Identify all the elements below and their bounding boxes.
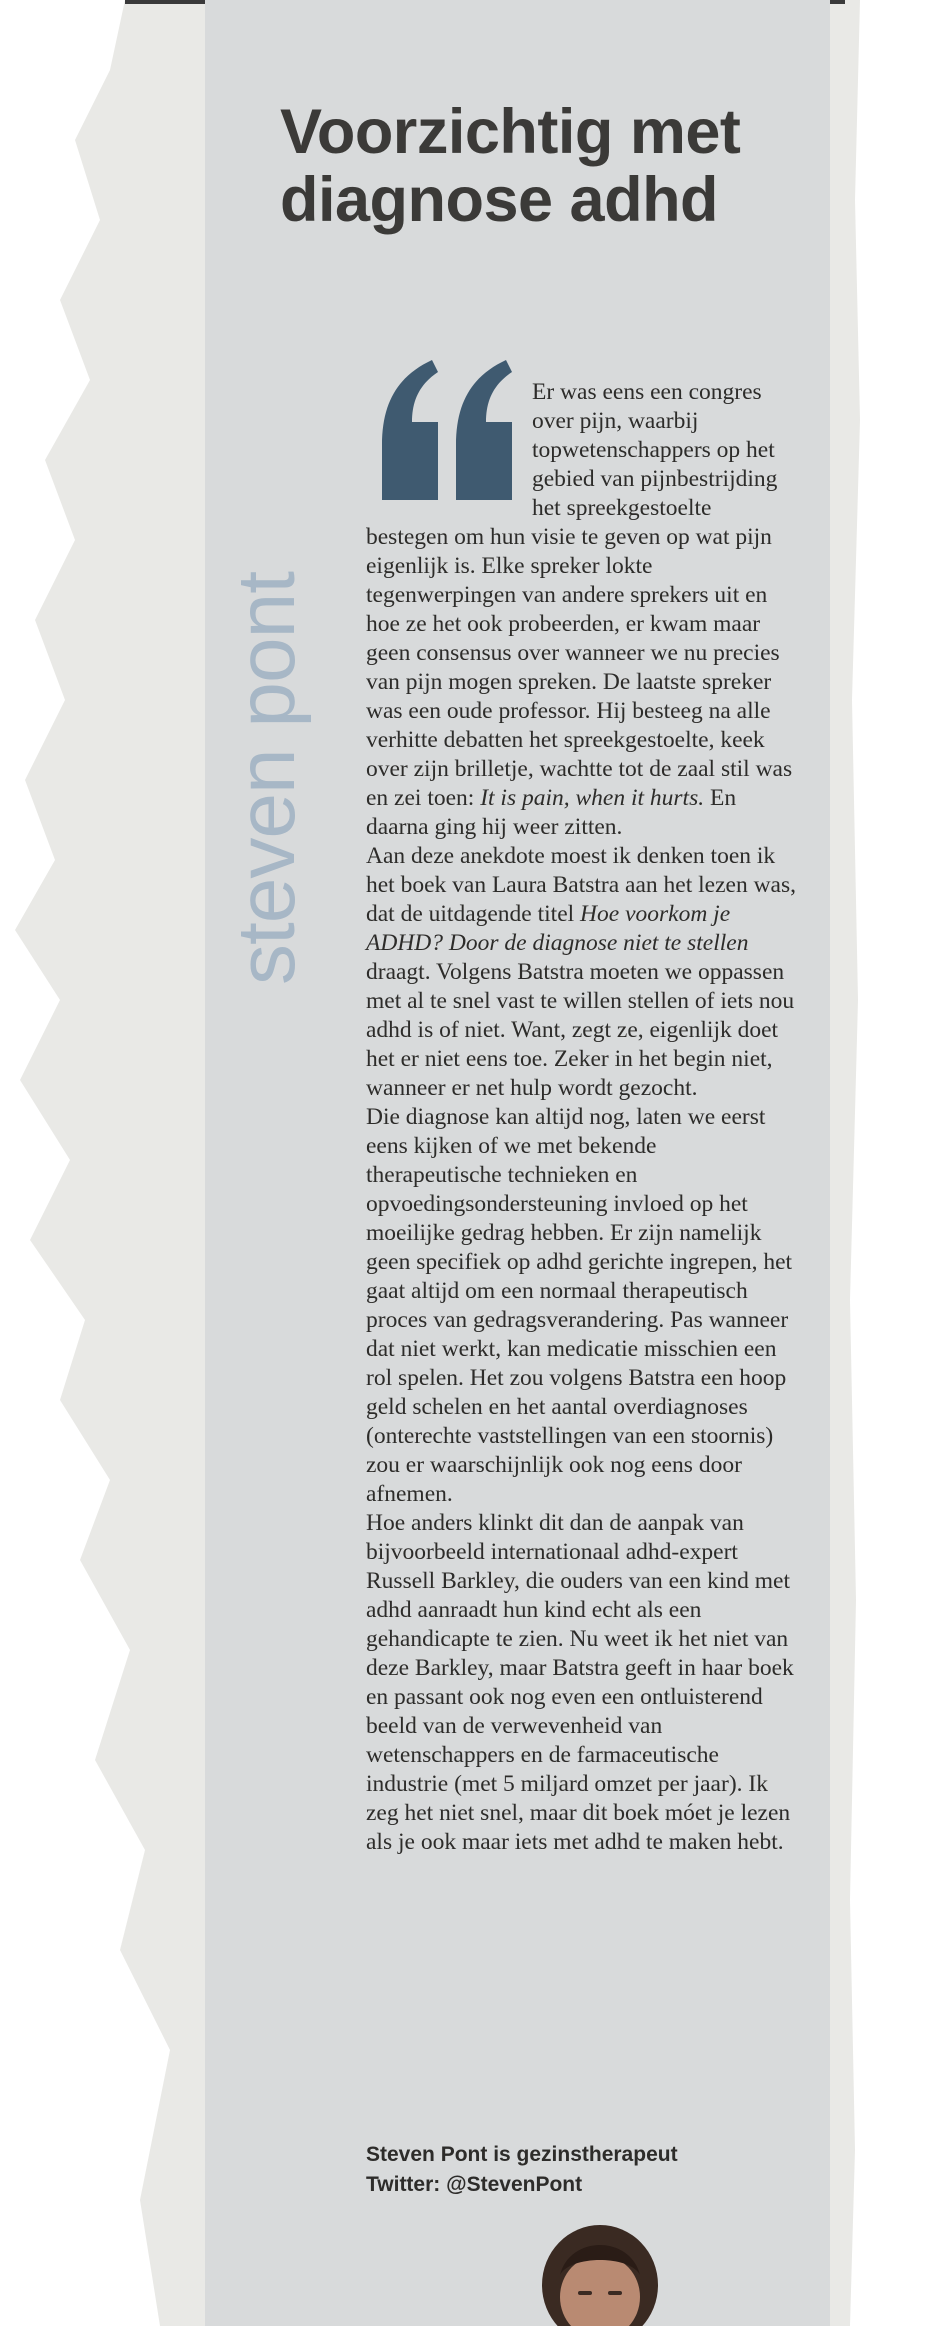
paragraph-text: draagt. Volgens Batstra moeten we oppassen met al te snel vast te willen stellen of iets nou adhd is of niet. Want, zegt ze, eigenlijk doet het er niet eens toe. Zeker in het begin niet, wanneer er net hulp wordt gezocht.	[366, 959, 795, 1101]
author-bio	[366, 2140, 826, 2200]
headline: Voorzichtig met diagnose adhd	[280, 97, 741, 235]
quote-float-spacer	[366, 378, 532, 523]
bio-line-profession: Steven Pont is gezinstherapeut	[366, 2143, 678, 2166]
bio-line-twitter: Twitter: @StevenPont	[366, 2173, 583, 2196]
article-paragraph	[366, 1103, 796, 1509]
paragraph-text: En daarna ging hij weer zitten.	[366, 785, 737, 840]
author-portrait-photo	[520, 2215, 680, 2326]
paragraph-text: Hoe anders klinkt dit dan de aanpak van bijvoorbeeld internationaal adhd-expert Russell Barkley, die ouders van een kind met adhd aanraadt hun kind echt als een gehandicapte te zien. Nu weet ik het niet van deze Barkley, maar Batstra geeft in haar boek en passant ook nog even een ontluisterend beeld van de verwevenheid van wetenschappers en de farmaceutische industrie (met 5 miljard omzet per jaar). Ik zeg het niet snel, maar dit boek móet je lezen als je ook maar iets met adhd te maken hebt.	[366, 1510, 794, 1855]
paragraph-text: Die diagnose kan altijd nog, laten we eerst eens kijken of we met bekende therapeutische technieken en opvoedingsondersteuning invloed op het moeilijke gedrag hebben. Er zijn namelijk geen specifiek op adhd gerichte ingrepen, het gaat altijd om een normaal therapeutisch proces van gedragsverandering. Pas wanneer dat niet werkt, kan medicatie misschien een rol spelen. Het zou volgens Batstra een hoop geld schelen en het aantal overdiagnoses (onterechte vaststellingen van een stoornis) zou er waarschijnlijk ook nog eens door afnemen.	[366, 1104, 793, 1507]
italic-text: Hoe voorkom je ADHD? Door de diagnose niet te stellen	[366, 901, 749, 956]
paragraph-text: Aan deze anekdote moest ik denken toen ik het boek van Laura Batstra aan het lezen was, dat de uitdagende titel	[366, 843, 796, 927]
italic-text: It is pain, when it hurts.	[480, 785, 705, 811]
article-paragraph	[366, 842, 796, 1103]
column-author-vertical: steven pont	[221, 572, 312, 985]
article-paragraph	[366, 1509, 796, 1857]
article-body	[366, 378, 796, 1857]
paragraph-text: Er was eens een congres over pijn, waarbij topwetenschappers op het gebied van pijnbestrijding het spreekgestoelte bestegen om hun visie te geven op wat pijn eigenlijk is. Elke spreker lokte tegenwerpingen van andere sprekers uit en hoe ze het ook probeerden, er kwam maar geen consensus over wanneer we nu precies van pijn mogen spreken. De laatste spreker was een oude professor. Hij besteeg na alle verhitte debatten het spreekgestoelte, keek over zijn brilletje, wachtte tot de zaal stil was en zei toen:	[366, 379, 793, 811]
